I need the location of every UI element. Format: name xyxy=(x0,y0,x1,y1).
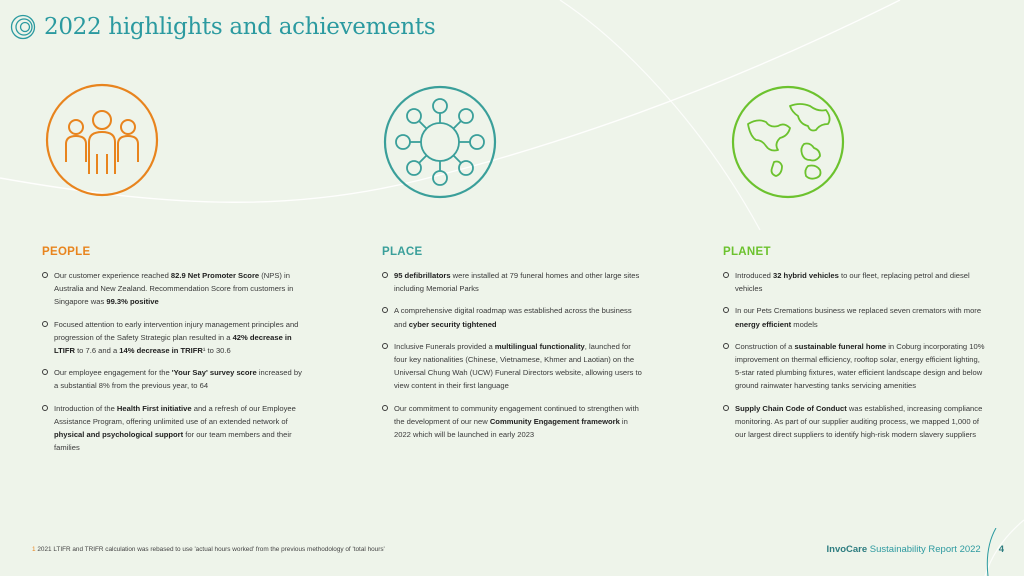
bullet-icon xyxy=(42,369,48,375)
list-item xyxy=(42,402,304,455)
body-text: to our fleet, replacing petrol and diesel vehicles xyxy=(735,271,970,294)
bullet-icon xyxy=(42,321,48,327)
list-item xyxy=(42,366,304,392)
body-text: (NPS) in Australia and New Zealand. Recommendation Score from customers in Singapore was xyxy=(54,271,294,307)
highlight-text: 95 defibrillators xyxy=(394,271,451,280)
people-list xyxy=(42,269,304,454)
body-text: Focused attention to early intervention injury management principles and progression of the Safety Strategic plan resulted in a xyxy=(54,319,299,342)
people-heading: PEOPLE xyxy=(42,246,91,258)
report-label xyxy=(827,544,981,555)
bullet-icon xyxy=(382,405,388,411)
body-text: Our customer experience reached xyxy=(54,271,171,280)
highlight-text: physical and psychological support xyxy=(54,430,184,440)
body-text: were installed at 79 funeral homes and other large sites including Memorial Parks xyxy=(394,271,640,294)
list-item xyxy=(723,402,985,442)
highlight-text: multilingual functionality xyxy=(494,341,585,351)
globe-icon xyxy=(730,84,846,200)
bullet-icon xyxy=(42,272,48,278)
place-list xyxy=(382,269,644,441)
bullet-icon xyxy=(723,307,729,313)
report-title: Sustainability Report 2022 xyxy=(867,544,981,555)
body-text: Inclusive Funerals provided a xyxy=(394,341,495,351)
body-text: in Coburg incorporating 10% improvement on thermal efficiency, rooftop solar, energy efficient lighting, 5-star rated plumbing fixtures, water efficient landscape design and below ground rainwater harvesting tanks servicing amenities xyxy=(735,341,985,391)
highlight-text: sustainable funeral home xyxy=(794,341,887,351)
planet-heading: PLANET xyxy=(723,246,771,258)
body-text: Construction of a xyxy=(735,341,795,351)
highlight-text: Supply Chain Code of Conduct xyxy=(735,403,847,413)
body-text: increased by a substantial 8% from the previous year, to 64 xyxy=(54,368,302,391)
bullet-icon xyxy=(723,272,729,278)
people-column xyxy=(42,246,304,463)
list-item xyxy=(382,340,644,393)
brand-name: InvoCare xyxy=(826,544,868,555)
body-text: and a refresh of our Employee Assistance Program, offering unlimited use of an extended network of xyxy=(54,403,296,426)
body-text: , launched for four key nationalities (Chinese, Vietnamese, Khmer and Laotian) on the Universal Chung Wah (UCW) Funeral Directors website, allowing users to view content in their first language xyxy=(394,341,642,391)
highlight-text: 'Your Say' survey score xyxy=(171,368,257,378)
footnote xyxy=(32,546,385,553)
body-text: A comprehensive digital roadmap was established across the business and xyxy=(394,306,632,329)
body-text: Our employee engagement for the xyxy=(54,368,172,378)
list-item xyxy=(42,269,304,309)
bullet-icon xyxy=(42,405,48,411)
bullet-icon xyxy=(382,272,388,278)
footnote-number: 1 xyxy=(32,546,36,553)
highlight-text: 32 hybrid vehicles xyxy=(773,271,839,280)
list-item xyxy=(42,318,304,358)
body-text: in 2022 which will be launched in early 2023 xyxy=(394,416,628,440)
body-text: Our commitment to community engagement continued to strengthen with the development of our new xyxy=(394,403,639,426)
highlight-text: cyber security tightened xyxy=(408,319,497,329)
highlight-text: 99.3% positive xyxy=(106,297,159,307)
network-hub-icon xyxy=(382,84,498,200)
body-text: models xyxy=(791,319,818,329)
body-text: In our Pets Cremations business we replaced seven cremators with more xyxy=(735,306,982,316)
body-text: was established, increasing compliance monitoring. As part of our supplier auditing process, we mapped 1,000 of our largest direct suppliers to identify high-risk modern slavery suppliers xyxy=(735,403,983,440)
page-header xyxy=(10,14,435,40)
highlight-text: 82.9 Net Promoter Score xyxy=(170,271,260,280)
concentric-circle-logo-icon xyxy=(10,14,36,40)
footer-right xyxy=(827,544,1005,555)
list-item xyxy=(723,269,985,295)
footnote-text: 2021 LTIFR and TRIFR calculation was rebased to use 'actual hours worked' from the previous methodology of 'total hours' xyxy=(35,546,385,553)
place-heading: PLACE xyxy=(382,246,423,258)
highlight-text: Health First initiative xyxy=(116,403,192,413)
body-text: to 7.6 and a xyxy=(74,346,120,356)
body-text: ¹ to 30.6 xyxy=(202,346,231,356)
list-item xyxy=(382,269,644,295)
bullet-icon xyxy=(723,405,729,411)
highlight-text: energy efficient xyxy=(735,319,792,329)
page-number: 4 xyxy=(998,544,1004,555)
bullet-icon xyxy=(382,307,388,313)
body-text: Introduced xyxy=(735,271,773,280)
people-group-icon xyxy=(44,82,160,198)
place-column xyxy=(382,246,644,450)
highlight-text: 14% decrease in TRIFR xyxy=(119,346,203,356)
list-item xyxy=(382,402,644,442)
highlight-text: 42% decrease in LTIFR xyxy=(54,332,292,356)
list-item xyxy=(723,340,985,393)
body-text: Introduction of the xyxy=(54,403,117,413)
planet-column xyxy=(723,246,985,450)
highlight-text: Community Engagement framework xyxy=(489,416,620,426)
list-item xyxy=(382,304,644,330)
body-text: for our team members and their families xyxy=(54,430,292,453)
list-item xyxy=(723,304,985,330)
bullet-icon xyxy=(723,343,729,349)
bullet-icon xyxy=(382,343,388,349)
page-title: 2022 highlights and achievements xyxy=(44,14,436,40)
planet-list xyxy=(723,269,985,441)
